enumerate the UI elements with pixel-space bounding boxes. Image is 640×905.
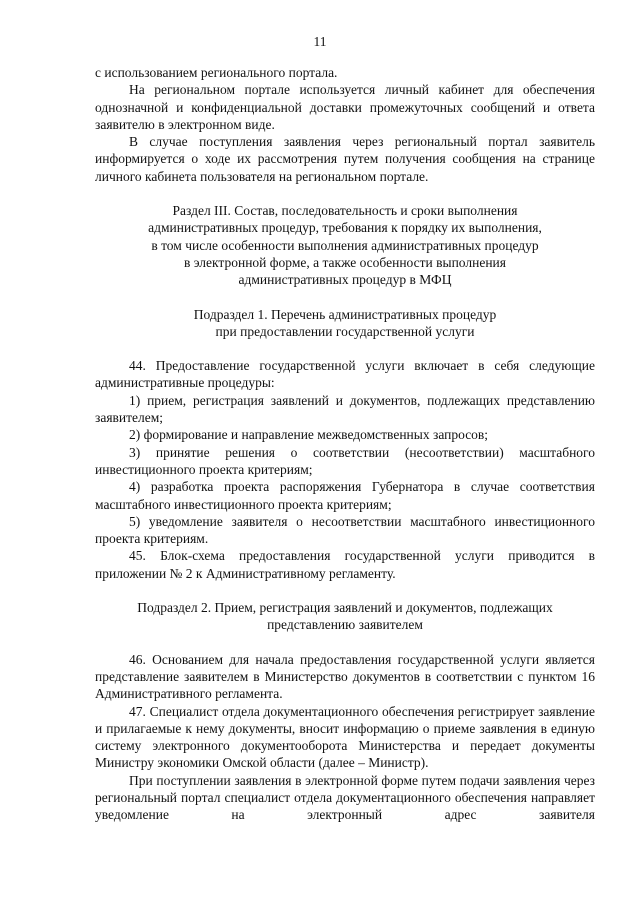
section-heading-line: в том числе особенности выполнения административных процедур	[151, 237, 539, 253]
spacer	[95, 634, 595, 651]
section-heading-line: административных процедур, требования к порядку их выполнения,	[148, 220, 542, 236]
section-heading-line: Раздел III. Состав, последовательность и сроки выполнения	[172, 203, 518, 219]
intro-paragraph-1: с использованием регионального портала.	[95, 65, 338, 80]
subsection1-heading-line: при предоставлении государственной услуги	[215, 323, 475, 339]
spacer	[95, 289, 595, 306]
subsection1-heading-line: Подраздел 1. Перечень административных процедур	[193, 306, 497, 322]
electronic-submission-paragraph: При поступлении заявления в электронной форме путем подачи заявления через региональный портал специалист отдела документационного обеспечения направляет уведомление на электронный адрес заявителя	[95, 772, 595, 823]
procedure-item-1: 1) прием, регистрация заявлений и документов, подлежащих представлению заявителем;	[95, 392, 595, 426]
subsection2-heading	[95, 599, 595, 634]
paragraph-45: 45. Блок-схема предоставления государственной услуги приводится в приложении № 2 к Административному регламенту.	[95, 548, 595, 581]
paragraph-47: 47. Специалист отдела документационного обеспечения регистрирует заявление и прилагаемые к нему документы, вносит информацию о приеме заявления в единую систему электронного документооборота Министерства и передает документы Министру экономики Омской области (далее – Министр).	[95, 703, 595, 771]
subsection2-heading-line: Подраздел 2. Прием, регистрация заявлений и документов, подлежащих	[137, 600, 553, 616]
spacer	[95, 582, 595, 599]
intro-paragraph-3: В случае поступления заявления через региональный портал заявитель информируется о ходе их рассмотрения путем получения сообщения на странице личного кабинета пользователя на региональном портале.	[95, 134, 595, 184]
intro-paragraph-2: На региональном портале используется личный кабинет для обеспечения однозначной и конфиденциальной доставки промежуточных сообщений и ответа заявителю в электронном виде.	[95, 82, 595, 132]
page-body	[95, 64, 595, 824]
subsection1-heading	[95, 306, 595, 341]
procedure-item-5: 5) уведомление заявителя о несоответствии масштабного инвестиционного проекта критериям.	[95, 513, 595, 547]
page-number: 11	[313, 34, 327, 49]
paragraph-46: 46. Основанием для начала предоставления государственной услуги является представление заявителем в Министерство документов в соответствии с пунктом 16 Административного регламента.	[95, 651, 595, 702]
procedure-item-3: 3) принятие решения о соответствии (несоответствии) масштабного инвестиционного проекта критериям;	[95, 444, 595, 477]
procedure-item-2: 2) формирование и направление межведомственных запросов;	[129, 427, 489, 443]
spacer	[95, 185, 595, 202]
procedure-item-4: 4) разработка проекта распоряжения Губернатора в случае соответствия масштабного инвестиционного проекта критериям;	[95, 479, 595, 512]
section-heading-line: в электронной форме, а также особенности выполнения	[184, 254, 506, 270]
subsection2-heading-line: представлению заявителем	[267, 617, 423, 633]
section-heading-line: административных процедур в МФЦ	[238, 272, 452, 288]
section-heading	[95, 202, 595, 288]
paragraph-44: 44. Предоставление государственной услуги включает в себя следующие административные процедуры:	[95, 358, 595, 391]
spacer	[95, 340, 595, 357]
